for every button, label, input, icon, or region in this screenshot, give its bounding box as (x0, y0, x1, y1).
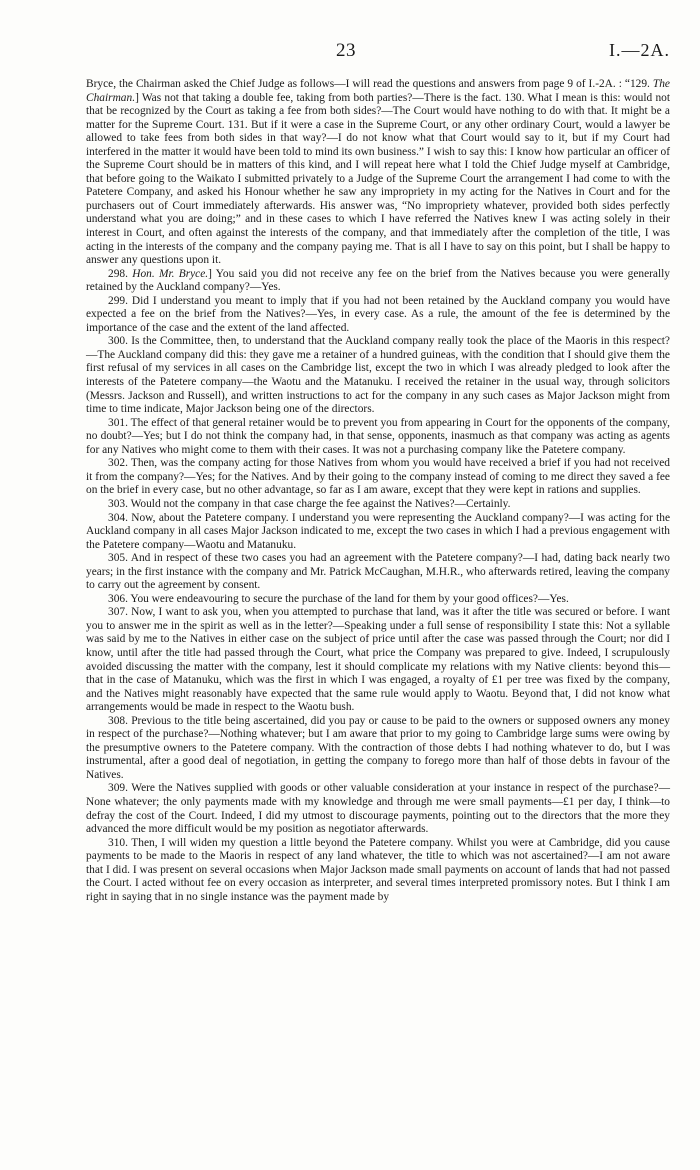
paragraph-text: 309. Were the Natives supplied with goods or other valuable consideration at your instance in respect of the purchase?—None whatever; the only payments made with my knowledge and through me were small payments—£1 per day, I think—to defray the cost of the Court. Indeed, I did my utmost to discourage payments, pointing out to the directors that the more they advanced the more difficult would be my position as negotiator afterwards. (86, 782, 670, 836)
paragraph-text: 301. The effect of that general retainer would be to prevent you from appearing in Court for the opponents of the company, no doubt?—Yes; but I do not think the company had, in that sense, opponents, inasmuch as that company was acting as agents for any Natives who might come to them with their cases. It was not a purchasing company like the Patetere company. (86, 416, 670, 456)
paragraph-q300 (86, 335, 670, 416)
paragraph-q308 (86, 715, 670, 783)
paragraph-q306 (86, 593, 670, 607)
paragraph-q303 (86, 498, 670, 512)
paragraph-text: 305. And in respect of these two cases you had an agreement with the Patetere company?—I had, dating back nearly two years; in the first instance with the company and Mr. Patrick McCaughan, M.H.R., who afterwards retired, leaving the company to carry out the agreement by consent. (86, 552, 670, 592)
paragraph-q310 (86, 837, 670, 905)
page-number: 23 (336, 40, 356, 61)
document-reference: I.—2A. (609, 40, 670, 60)
paragraph-text: ] Was not that taking a double fee, taking from both parties?—There is the fact. 130. What I mean is this: would not that be recognized by the Court as taking a fee from both sides?—The Court would have nothing to do with that. It might be a matter for the Supreme Court. 131. But if it were a case in the Supreme Court, or any other ordinary Court, would a lawyer be allowed to take fees from both sides in that way?—I do not know what that Court would say to it, but if my Court had interfered in the matter it would have been told to mind its own business.” I wish to say this: I know how particular an officer of the Supreme Court should be in matters of this kind, and I will repeat here what I told the Chief Judge myself at Cambridge, that before going to the Waikato I submitted privately to a Judge of the Supreme Court the arrangement I had come to with the Patetere Company, and asked his Honour whether he saw any impropriety in my acting for the Natives in Court and for the purchasers out of Court immediately afterwards. His answer was, “No impropriety whatever, provided both sides perfectly understand what you are doing;” and in these cases to which I have referred the Natives knew I was acting solely in their interest in Court, and often against the interests of the company, and that immediately after the completion of the title, I was acting in the interests of the company and the company paying me. That is all I have to say on this point, but I shall be happy to answer any questions upon it. (86, 91, 670, 267)
paragraph-text: 307. Now, I want to ask you, when you attempted to purchase that land, was it after the title was secured or before. I want you to answer me in the spirit as well as in the letter?—Speaking under a full sense of responsibility I state this: Not a syllable was said by me to the Natives in either case on the subject of price until after the case was passed through the Court; nor did I know, until after the title had passed through the Court, what price the Company was prepared to give. Indeed, I scrupulously avoided discussing the matter with the company, lest it should complicate my relations with my Native clients: beyond this—that in the case of Matanuku, which was the first in which I was engaged, a royalty of £1 per tree was fixed by the company, and the Natives might reasonably have expected that the same rule would apply to Waotu. Beyond that, I did not know what arrangements would be made in respect to the Waotu bush. (86, 606, 670, 714)
page-header (86, 40, 670, 64)
paragraph-text: 302. Then, was the company acting for those Natives from whom you would have received a brief if you had not received it from the company?—Yes; for the Natives. And by their going to the company instead of coming to me direct they saved a fee on the brief in every case, but no other advantage, so far as I am aware, except that they were kept in rations and supplies. (86, 457, 670, 497)
paragraph-text: Bryce, the Chairman asked the Chief Judge as follows—I will read the questions and answers from page 9 of I.-2A. : “129. (86, 78, 653, 90)
paragraph-q301 (86, 417, 670, 458)
paragraph-q298 (86, 268, 670, 295)
paragraph-intro (86, 78, 670, 268)
paragraph-text: 310. Then, I will widen my question a little beyond the Patetere company. Whilst you were at Cambridge, did you cause payments to be made to the Maoris in respect of any land whatever, the title to which was not ascertained?—I am not aware that I did. I was present on several occasions when Major Jackson made small payments on account of lands that had not passed the Court. I acted without fee on every occasion as interpreter, and several times interpreted promissory notes. But I think I am right in saying that in no single instance was the payment made by (86, 836, 670, 903)
paragraph-text: 298. (108, 267, 133, 280)
paragraph-q309 (86, 782, 670, 836)
paragraph-q305 (86, 552, 670, 593)
speaker-label: Hon. Mr. Bryce. (132, 267, 209, 280)
speaker-label: The Chairman. (86, 78, 670, 104)
paragraph-text: 303. Would not the company in that case charge the fee against the Natives?—Certainly. (108, 497, 511, 510)
paragraph-q307 (86, 606, 670, 714)
paragraph-text: 308. Previous to the title being ascertained, did you pay or cause to be paid to the owners or supposed owners any money in respect of the purchase?—Nothing whatever; but I am aware that prior to my going to Cambridge large sums were owing by the presumptive owners to the Patetere company. With the contraction of those debts I had nothing whatever to do, but I was instrumental, after a good deal of negotiation, in getting the company to forego more than half of those debts in favour of the Natives. (86, 714, 670, 781)
paragraph-text: 299. Did I understand you meant to imply that if you had not been retained by the Auckland company you would have expected a fee on the brief from the Natives?—Yes, in every case. As a rule, the amount of the fee is determined by the importance of the case and the extent of the land affected. (86, 294, 670, 334)
paragraph-text: 306. You were endeavouring to secure the purchase of the land for them by your good offices?—Yes. (108, 592, 569, 605)
paragraph-q299 (86, 295, 670, 336)
paragraph-q304 (86, 512, 670, 553)
paragraph-text: 304. Now, about the Patetere company. I understand you were representing the Auckland company?—I was acting for the Auckland company in all cases Major Jackson indicated to me, except the two cases in which I had a previous engagement with the Patetere company—Waotu and Matanuku. (86, 511, 670, 551)
paragraph-text: ] You said you did not receive any fee on the brief from the Natives because you were generally retained by the Auckland company?—Yes. (86, 267, 671, 294)
paragraph-q302 (86, 457, 670, 498)
paragraph-text: 300. Is the Committee, then, to understand that the Auckland company really took the place of the Maoris in this respect?—The Auckland company did this: they gave me a retainer of a hundred guineas, with the condition that I should give them the first refusal of my services in all cases on the Cambridge list, except the two in which I was already pledged to look after the interests of the Patetere company—the Waotu and the Matanuku. I received the retainer in the usual way, through solicitors (Messrs. Jackson and Russell), and written instructions to act for the company in any such cases as Major Jackson might from time to time indicate, Major Jackson being one of the directors. (86, 335, 670, 416)
document-body (86, 78, 670, 904)
